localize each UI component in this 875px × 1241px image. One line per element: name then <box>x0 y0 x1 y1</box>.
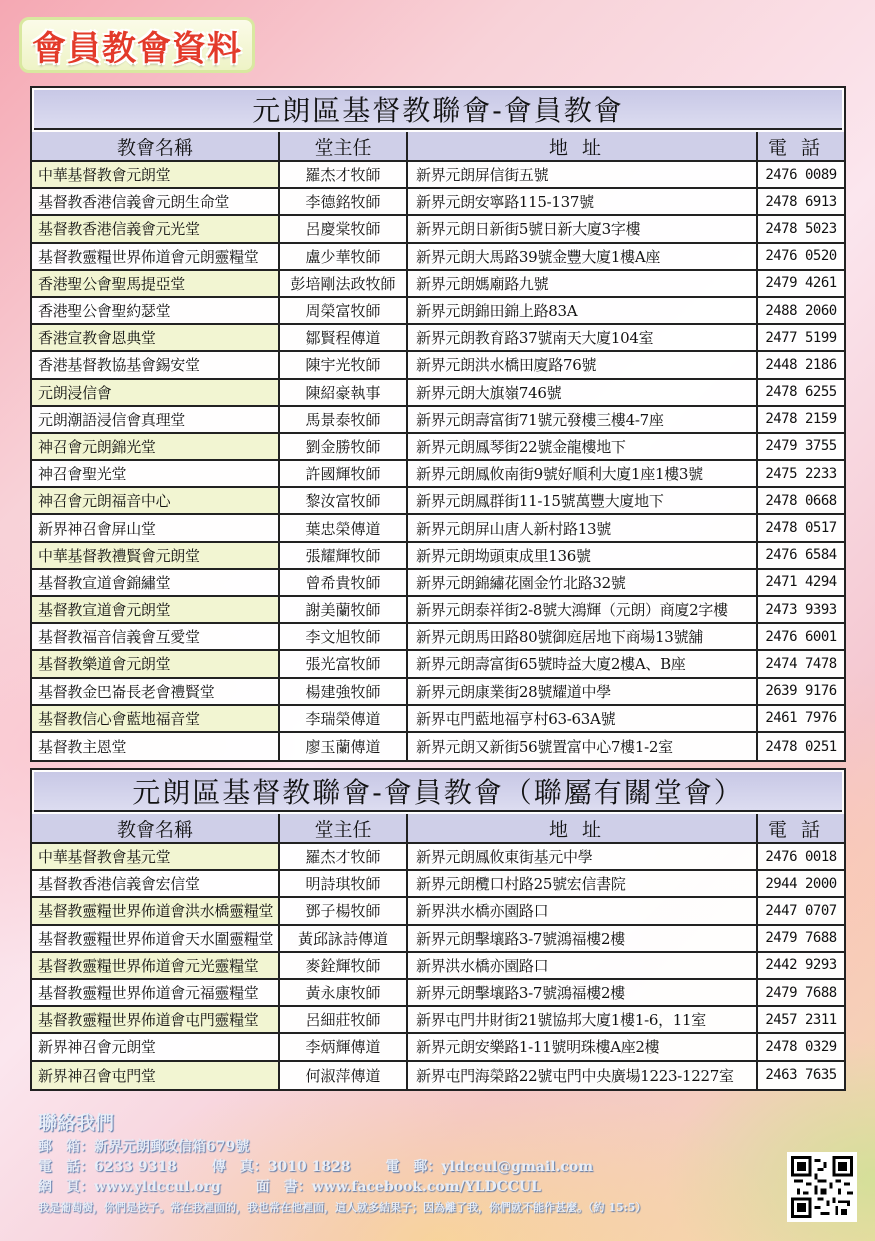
church-name-cell: 基督教靈糧世界佈道會天水圍靈糧堂 <box>32 926 280 953</box>
col-header-pastor: 堂主任 <box>280 132 408 162</box>
col-header-name: 教會名稱 <box>32 132 280 162</box>
pastor-cell: 羅杰才牧師 <box>280 844 408 871</box>
email-link[interactable]: yldccul@gmail.com <box>441 1159 594 1175</box>
section1-rows <box>32 162 844 760</box>
church-name-cell: 基督教靈糧世界佈道會元福靈糧堂 <box>32 980 280 1007</box>
address-cell: 新界元朗安寧路115-137號 <box>408 189 758 216</box>
table-row <box>32 461 844 488</box>
church-name-cell: 基督教香港信義會元朗生命堂 <box>32 189 280 216</box>
address-cell: 新界元朗鳳攸東街基元中學 <box>408 844 758 871</box>
pastor-cell: 鄧子楊牧師 <box>280 898 408 925</box>
col-header-phone: 電話 <box>758 132 844 162</box>
church-name-cell: 香港基督教協基會錫安堂 <box>32 352 280 379</box>
col-header-address: 地址 <box>408 814 758 844</box>
address-cell: 新界元朗鳳群街11-15號萬豐大廈地下 <box>408 488 758 515</box>
church-name-cell: 香港宣教會恩典堂 <box>32 325 280 352</box>
web-label: 網 頁： <box>38 1179 94 1195</box>
phone-cell: 2476 0520 <box>758 244 844 271</box>
phone-cell: 2474 7478 <box>758 651 844 678</box>
church-name-cell: 神召會聖光堂 <box>32 461 280 488</box>
affiliated-churches-table <box>32 814 844 1089</box>
pastor-cell: 盧少華牧師 <box>280 244 408 271</box>
table-row <box>32 898 844 925</box>
address-cell: 新界屯門海榮路22號屯門中央廣場1223-1227室 <box>408 1062 758 1089</box>
address-cell: 新界元朗日新街5號日新大廈3字樓 <box>408 216 758 243</box>
address-cell: 新界洪水橋亦園路口 <box>408 953 758 980</box>
table-row <box>32 733 844 760</box>
church-name-cell: 基督教靈糧世界佈道會元光靈糧堂 <box>32 953 280 980</box>
website-link[interactable]: www.yldccul.org <box>94 1179 221 1195</box>
church-name-cell: 基督教金巴崙長老會禮賢堂 <box>32 679 280 706</box>
phone-cell: 2476 0089 <box>758 162 844 189</box>
phone-cell: 2478 0329 <box>758 1034 844 1061</box>
member-churches-table <box>32 132 844 760</box>
table-row <box>32 515 844 542</box>
table-row <box>32 597 844 624</box>
pastor-cell: 張耀輝牧師 <box>280 543 408 570</box>
church-name-cell: 中華基督教禮賢會元朗堂 <box>32 543 280 570</box>
affiliated-churches-panel <box>30 768 846 1091</box>
pastor-cell: 張光富牧師 <box>280 651 408 678</box>
table-row <box>32 244 844 271</box>
address-cell: 新界洪水橋亦園路口 <box>408 898 758 925</box>
section2-title: 元朗區基督教聯會-會員教會（聯屬有關堂會） <box>34 772 842 812</box>
address-cell: 新界元朗壽富街71號元發樓三樓4-7座 <box>408 407 758 434</box>
pastor-cell: 許國輝牧師 <box>280 461 408 488</box>
pastor-cell: 周榮富牧師 <box>280 298 408 325</box>
address-cell: 新界元朗又新街56號置富中心7樓1-2室 <box>408 733 758 760</box>
mail-address: 新界元朗郵政信箱679號 <box>94 1139 250 1155</box>
address-cell: 新界元朗擊壤路3-7號鴻福樓2樓 <box>408 980 758 1007</box>
mail-label: 郵 箱： <box>38 1139 94 1155</box>
phone-cell: 2479 3755 <box>758 434 844 461</box>
table-row <box>32 216 844 243</box>
address-cell: 新界元朗壽富街65號時益大廈2樓A、B座 <box>408 651 758 678</box>
pastor-cell: 李德銘牧師 <box>280 189 408 216</box>
phone-cell: 2476 6584 <box>758 543 844 570</box>
pastor-cell: 呂細莊牧師 <box>280 1007 408 1034</box>
church-name-cell: 神召會元朗錦光堂 <box>32 434 280 461</box>
phone-cell: 2461 7976 <box>758 706 844 733</box>
contact-heading: 聯絡我們 <box>38 1112 115 1134</box>
address-cell: 新界元朗屏信街五號 <box>408 162 758 189</box>
table-row <box>32 679 844 706</box>
col-header-pastor: 堂主任 <box>280 814 408 844</box>
church-name-cell: 中華基督教會元朗堂 <box>32 162 280 189</box>
pastor-cell: 曾希貴牧師 <box>280 570 408 597</box>
table-row <box>32 298 844 325</box>
facebook-label: 面 書： <box>255 1179 312 1195</box>
table-row <box>32 1034 844 1061</box>
address-cell: 新界元朗擊壤路3-7號鴻福樓2樓 <box>408 926 758 953</box>
table-row <box>32 488 844 515</box>
phone-cell: 2478 0517 <box>758 515 844 542</box>
address-cell: 新界屯門藍地福亨村63-63A號 <box>408 706 758 733</box>
address-cell: 新界元朗安樂路1-11號明珠樓A座2樓 <box>408 1034 758 1061</box>
church-name-cell: 基督教福音信義會互愛堂 <box>32 624 280 651</box>
table-row <box>32 980 844 1007</box>
pastor-cell: 廖玉蘭傳道 <box>280 733 408 760</box>
church-name-cell: 香港聖公會聖馬提亞堂 <box>32 271 280 298</box>
contact-mail-line <box>38 1137 798 1157</box>
bible-verse: 我是葡萄樹，你們是枝子。常在我裡面的，我也常在他裡面，這人就多結果子；因為離了我，你們就不能作甚麼。（約 15:5） <box>38 1201 647 1214</box>
address-cell: 新界元朗媽廟路九號 <box>408 271 758 298</box>
pastor-cell: 李文旭牧師 <box>280 624 408 651</box>
address-cell: 新界元朗錦繡花園金竹北路32號 <box>408 570 758 597</box>
member-churches-panel <box>30 86 846 762</box>
address-cell: 新界屯門井財街21號協邦大廈1樓1-6，11室 <box>408 1007 758 1034</box>
church-name-cell: 基督教靈糧世界佈道會屯門靈糧堂 <box>32 1007 280 1034</box>
pastor-cell: 黃邱詠詩傳道 <box>280 926 408 953</box>
church-name-cell: 基督教宣道會元朗堂 <box>32 597 280 624</box>
church-name-cell: 新界神召會屏山堂 <box>32 515 280 542</box>
col-header-name: 教會名稱 <box>32 814 280 844</box>
table-row <box>32 380 844 407</box>
phone-cell: 2476 6001 <box>758 624 844 651</box>
fax-number: 3010 1828 <box>267 1159 351 1175</box>
church-name-cell: 元朗浸信會 <box>32 380 280 407</box>
address-cell: 新界元朗教育路37號南天大廈104室 <box>408 325 758 352</box>
pastor-cell: 何淑萍傳道 <box>280 1062 408 1089</box>
table-row <box>32 624 844 651</box>
table-row <box>32 844 844 871</box>
tel-number[interactable]: 6233 9318 <box>94 1159 177 1175</box>
pastor-cell: 鄒賢程傳道 <box>280 325 408 352</box>
phone-cell: 2478 0668 <box>758 488 844 515</box>
pastor-cell: 李炳輝傳道 <box>280 1034 408 1061</box>
contact-web-line <box>38 1177 798 1197</box>
address-cell: 新界元朗康業街28號耀道中學 <box>408 679 758 706</box>
phone-cell: 2473 9393 <box>758 597 844 624</box>
address-cell: 新界元朗馬田路80號御庭居地下商場13號舖 <box>408 624 758 651</box>
table-row <box>32 871 844 898</box>
phone-cell: 2488 2060 <box>758 298 844 325</box>
section2-rows <box>32 844 844 1089</box>
col-header-phone: 電話 <box>758 814 844 844</box>
table-row <box>32 706 844 733</box>
address-cell: 新界元朗鳳攸南街9號好順利大廈1座1樓3號 <box>408 461 758 488</box>
phone-cell: 2478 0251 <box>765 738 837 755</box>
phone-cell: 2479 4261 <box>758 271 844 298</box>
phone-cell: 2457 2311 <box>758 1007 844 1034</box>
pastor-cell: 黎汝富牧師 <box>280 488 408 515</box>
facebook-link[interactable]: www.facebook.com/YLDCCUL <box>311 1179 541 1195</box>
church-name-cell: 基督教宣道會錦繡堂 <box>32 570 280 597</box>
table-row <box>32 189 844 216</box>
tel-label: 電 話： <box>38 1159 94 1175</box>
phone-cell: 2478 6255 <box>758 380 844 407</box>
phone-cell: 2479 7688 <box>758 980 844 1007</box>
pastor-cell: 葉忠榮傳道 <box>280 515 408 542</box>
pastor-cell: 楊建強牧師 <box>280 679 408 706</box>
section1-title: 元朗區基督教聯會-會員教會 <box>34 90 842 130</box>
contact-phone-line <box>38 1157 798 1177</box>
address-cell: 新界元朗欖口村路25號宏信書院 <box>408 871 758 898</box>
church-name-cell: 中華基督教會基元堂 <box>32 844 280 871</box>
page-title: 會員教會資料 <box>19 17 255 73</box>
table-row <box>32 1007 844 1034</box>
pastor-cell: 謝美蘭牧師 <box>280 597 408 624</box>
church-name-cell: 新界神召會屯門堂 <box>32 1062 280 1089</box>
church-name-cell: 香港聖公會聖約瑟堂 <box>32 298 280 325</box>
phone-cell: 2475 2233 <box>758 461 844 488</box>
phone-cell: 2463 7635 <box>765 1067 837 1084</box>
church-name-cell: 基督教靈糧世界佈道會元朗靈糧堂 <box>32 244 280 271</box>
pastor-cell: 羅杰才牧師 <box>280 162 408 189</box>
phone-cell: 2478 6913 <box>758 189 844 216</box>
address-cell: 新界元朗大馬路39號金豐大廈1樓A座 <box>408 244 758 271</box>
table-row <box>32 926 844 953</box>
pastor-cell: 馬景泰牧師 <box>280 407 408 434</box>
phone-cell: 2479 7688 <box>758 926 844 953</box>
table-row <box>32 570 844 597</box>
pastor-cell: 黃永康牧師 <box>280 980 408 1007</box>
pastor-cell: 明詩琪牧師 <box>280 871 408 898</box>
qr-code-icon <box>787 1152 857 1222</box>
phone-cell: 2478 2159 <box>758 407 844 434</box>
church-name-cell: 元朗潮語浸信會真理堂 <box>32 407 280 434</box>
phone-cell: 2448 2186 <box>758 352 844 379</box>
table-row <box>32 651 844 678</box>
table-row <box>32 162 844 189</box>
table-row <box>32 352 844 379</box>
email-label: 電 郵： <box>385 1159 442 1175</box>
table-row <box>32 434 844 461</box>
phone-cell: 2478 5023 <box>758 216 844 243</box>
table-row <box>32 953 844 980</box>
pastor-cell: 陳紹豪執事 <box>280 380 408 407</box>
church-name-cell: 基督教香港信義會宏信堂 <box>32 871 280 898</box>
phone-cell: 2442 9293 <box>758 953 844 980</box>
phone-cell: 2639 9176 <box>758 679 844 706</box>
church-name-cell: 基督教信心會藍地福音堂 <box>32 706 280 733</box>
pastor-cell: 劉金勝牧師 <box>280 434 408 461</box>
church-name-cell: 基督教香港信義會元光堂 <box>32 216 280 243</box>
phone-cell: 2477 5199 <box>758 325 844 352</box>
phone-cell: 2944 2000 <box>758 871 844 898</box>
table-row <box>32 271 844 298</box>
church-name-cell: 神召會元朗福音中心 <box>32 488 280 515</box>
pastor-cell: 陳宇光牧師 <box>280 352 408 379</box>
contact-section <box>38 1108 798 1215</box>
address-cell: 新界元朗坳頭東成里136號 <box>408 543 758 570</box>
phone-cell: 2476 0018 <box>758 844 844 871</box>
pastor-cell: 呂慶棠牧師 <box>280 216 408 243</box>
pastor-cell: 李瑞榮傳道 <box>280 706 408 733</box>
church-name-cell: 新界神召會元朗堂 <box>32 1034 280 1061</box>
church-name-cell: 基督教靈糧世界佈道會洪水橋靈糧堂 <box>32 898 280 925</box>
church-name-cell: 基督教樂道會元朗堂 <box>32 651 280 678</box>
pastor-cell: 彭培剛法政牧師 <box>280 271 408 298</box>
table-row <box>32 1062 844 1089</box>
address-cell: 新界元朗大旗嶺746號 <box>408 380 758 407</box>
church-name-cell: 基督教主恩堂 <box>32 733 280 760</box>
pastor-cell: 麥銓輝牧師 <box>280 953 408 980</box>
address-cell: 新界元朗泰祥街2-8號大鴻輝（元朗）商廈2字樓 <box>408 597 758 624</box>
table-row <box>32 543 844 570</box>
col-header-address: 地址 <box>408 132 758 162</box>
address-cell: 新界元朗錦田錦上路83A <box>408 298 758 325</box>
table-row <box>32 325 844 352</box>
address-cell: 新界元朗洪水橋田廈路76號 <box>408 352 758 379</box>
address-cell: 新界元朗屏山唐人新村路13號 <box>408 515 758 542</box>
fax-label: 傳 真： <box>211 1159 268 1175</box>
address-cell: 新界元朗鳳琴街22號金龍樓地下 <box>408 434 758 461</box>
table-row <box>32 407 844 434</box>
phone-cell: 2447 0707 <box>758 898 844 925</box>
phone-cell: 2471 4294 <box>758 570 844 597</box>
